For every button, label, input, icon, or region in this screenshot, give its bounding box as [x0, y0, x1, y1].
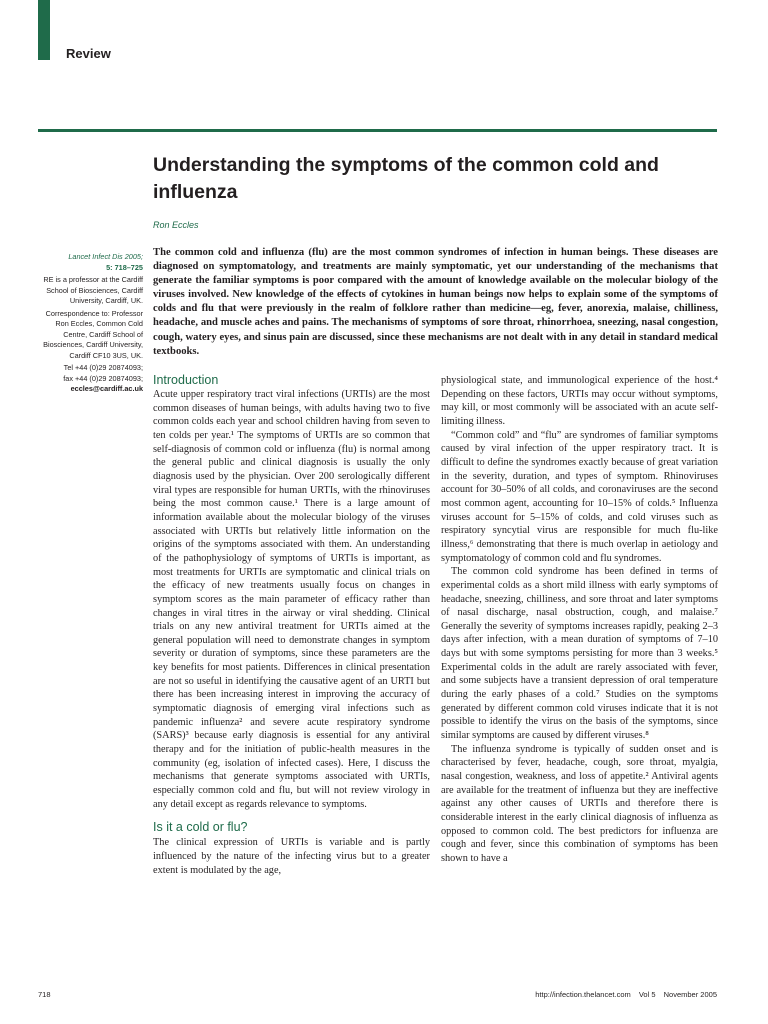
footer-info	[520, 990, 717, 999]
volume: Vol 5	[638, 990, 656, 999]
telephone: Tel +44 (0)29 20874093;	[63, 363, 143, 372]
body-paragraph: The common cold syndrome has been defined in terms of experimental colds as a short mild illness with early symptoms of headache, sneezing, chilliness, and sore throat and later symptoms of nasal discharge, nasal obstruction, cough, and malaise.⁷ Generally the severity of symptoms increases rapidly, peaking 2–3 days after infection, with a mean duration of symptoms of 7–10 days but with some symptoms persisting for more than 3 weeks.⁵ Experimental colds in the adult are rarely associated with fever, and some subjects have a transient depression of oral temperature during the early phases of a cold.⁷ Studies on the symptoms generated by different common cold viruses indicate that it is not possible to identify the virus on the basis of the symptoms, since similar symptoms are caused by different viruses.⁸	[441, 566, 718, 742]
body-column-right	[441, 374, 718, 866]
abstract: The common cold and influenza (flu) are the most common syndromes of infection in human beings. These diseases are diagnosed on symptomatology, and treatments are mainly symptomatic, yet our understanding of the mechanisms that generate the familiar symptoms is poor compared with the amount of knowledge available on the molecular biology of the viruses involved. New knowledge of the effects of cytokines in human beings now helps to explain some of the symptoms of colds and flu that were previously in the realm of folklore rather than medicine—eg, fever, anorexia, malaise, chilliness, headache, and muscle aches and pains. The mechanisms of symptoms of sore throat, rhinorrhoea, sneezing, nasal congestion, cough, watery eyes, and sinus pain are discussed, since these mechanisms are not dealt with in any detail in standard medical textbooks.	[153, 247, 718, 357]
article-author: Ron Eccles	[153, 220, 199, 230]
body-column-left	[153, 372, 430, 877]
section-color-bar	[38, 0, 50, 60]
intro-heading: Introduction	[153, 373, 219, 387]
intro-paragraph: Acute upper respiratory tract viral infections (URTIs) are the most common diseases of human beings, with adults having two to five common colds each year and school children having from seven to ten colds per year.¹ The symptoms of URTIs are so common that self-diagnosis of common cold or influenza (flu) is normal among the general public and clinical diagnosis is usually the only diagnosis used by the physician. Over 200 serologically different viral types are responsible for human URTIs, with the rhinoviruses being the most common cause.¹ There is a large amount of information available about the molecular biology of the viruses associated with URTIs but relatively little information on the origins of the symptoms associated with them. An understanding of the pathophysiology of symptoms of URTIs is important, as most treatments for URTIs are symptomatic and clinical trials on the efficacy of new treatments usually focus on changes in symptom scores as the main parameter of efficacy rather than changes in viral titres in the airway or viral shedding. Clinical trials on any new antiviral treatment for URTIs aimed at the general population will need to demonstrate changes in symptom severity or duration of symptoms, since these parameters are the key benefits for most patients. Differences in clinical presentation are not so useful in identifying the causative agent of an URTI but there has been increasing interest in improving the accuracy of symptomatic diagnosis of emerging viral infections such as pandemic influenza² and severe acute respiratory syndrome (SARS)³ because early diagnosis is essential for any antiviral therapy and for the initiation of public-health measures in the community (eg, isolation of infected cases). Here, I discuss the mechanisms that generate symptoms associated with URTIs, especially common cold and flu, but will not review virology in any detail except as regards relevance to symptoms.	[153, 389, 430, 810]
citation-volume: 5: 718–725	[106, 262, 143, 272]
cold-or-flu-paragraph: The clinical expression of URTIs is variable and is partly influenced by the nature of the infecting virus but to a greater extent is modulated by the age,	[153, 837, 430, 876]
issue-date: November 2005	[663, 990, 717, 999]
contact-info	[36, 363, 143, 395]
body-paragraph: “Common cold” and “flu” are syndromes of familiar symptoms caused by viral infection of the upper respiratory tract. It is difficult to define the syndromes exactly because of great variation in the severity, duration, and types of symptom. Rhinoviruses account for 30–50% of all colds, and coronaviruses are the second most common agent, accounting for 10–15% of colds.⁵ Influenza viruses account for 5–15% of colds, and cold viruses such as respiratory syncytial virus are responsible for much flu-like illness,⁶ demonstrating that there is much overlap in aetiology and symptomatology of common cold and flu syndromes.	[441, 429, 718, 564]
body-paragraph: physiological state, and immunological experience of the host.⁴ Depending on these factors, URTIs may occur without symptoms, may kill, or most commonly will be associated with an acute self-limiting illness.	[441, 375, 718, 427]
citation	[36, 252, 143, 273]
header-rule	[38, 129, 717, 132]
citation-journal: Lancet Infect Dis 2005;	[68, 252, 143, 261]
section-label: Review	[66, 46, 111, 61]
sidebar-notes	[36, 252, 143, 395]
author-affiliation: RE is a professor at the Cardiff School of Biosciences, Cardiff University, Cardiff, UK.	[43, 275, 143, 305]
page-number: 718	[38, 990, 51, 999]
correspondence: Correspondence to: Professor Ron Eccles, Common Cold Centre, Cardiff School of Biosciences, Cardiff University, Cardiff CF10 3US, UK.	[43, 308, 143, 360]
fax: fax +44 (0)29 20874093;	[63, 373, 143, 383]
email-link[interactable]: eccles@cardiff.ac.uk	[70, 384, 143, 393]
journal-url[interactable]: http://infection.thelancet.com	[535, 990, 631, 999]
cold-or-flu-heading: Is it a cold or flu?	[153, 820, 248, 835]
article-title: Understanding the symptoms of the common cold and influenza	[153, 154, 659, 203]
body-paragraph: The influenza syndrome is typically of sudden onset and is characterised by fever, headache, cough, sore throat, myalgia, nasal congestion, weakness, and loss of appetite.² Antiviral agents are available for the treatment of influenza but they are ineffective against any other causes of URTIs and therefore there is considerable interest in the early clinical diagnosis of influenza as opposed to common cold. The best predictors for influenza are cough and fever, since this combination of symptoms has been shown to have a	[441, 743, 718, 864]
